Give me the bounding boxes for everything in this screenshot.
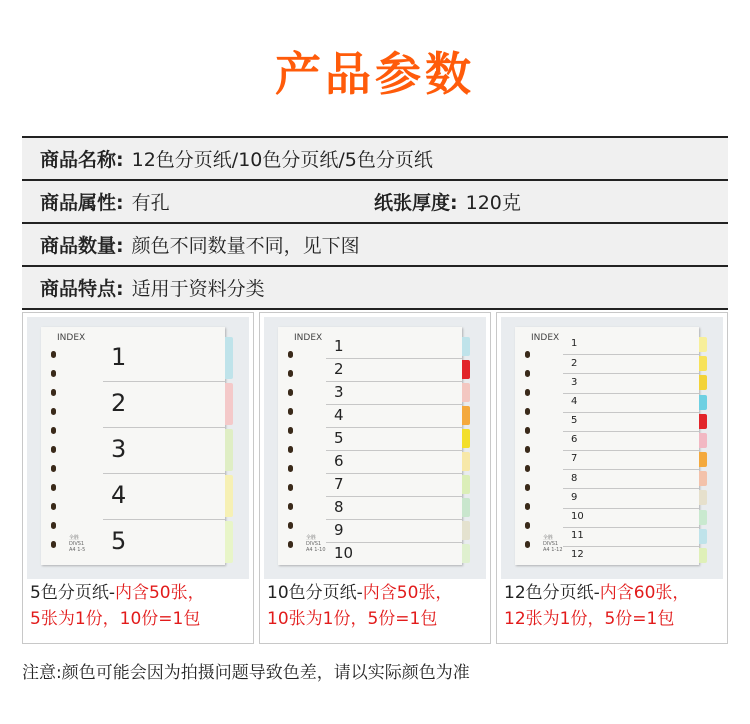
punch-hole xyxy=(525,465,530,472)
index-label: INDEX xyxy=(294,333,323,343)
color-tab xyxy=(699,433,707,448)
caption-pack: 12张为1份，5份=1包 xyxy=(504,609,675,629)
stamp-line: DIVS1 xyxy=(543,541,559,547)
tab-number: 11 xyxy=(571,530,584,542)
tab-row xyxy=(326,427,462,451)
color-tab xyxy=(699,414,707,429)
punch-hole xyxy=(288,484,293,491)
punch-hole xyxy=(51,484,56,491)
color-tab xyxy=(462,337,470,356)
stamp-line: 全胜 xyxy=(69,535,80,541)
tab-row xyxy=(326,335,462,358)
divider-sheet xyxy=(41,327,225,565)
spec-table xyxy=(22,136,728,310)
caption-pack: 10张为1份，5份=1包 xyxy=(267,609,438,629)
tab-number: 12 xyxy=(571,549,584,561)
punch-hole xyxy=(525,522,530,529)
tab-row xyxy=(326,381,462,405)
tab-row xyxy=(563,488,699,508)
punch-hole xyxy=(525,503,530,510)
tab-row xyxy=(326,450,462,474)
product-card-5 xyxy=(22,312,254,647)
tab-number: 8 xyxy=(334,498,344,517)
brand-stamp xyxy=(69,535,85,553)
index-label: INDEX xyxy=(531,333,560,343)
color-tab xyxy=(225,475,233,517)
punch-hole xyxy=(51,408,56,415)
punch-hole xyxy=(51,503,56,510)
tab-number: 4 xyxy=(334,406,344,425)
tab-number: 4 xyxy=(111,481,127,510)
tab-row xyxy=(326,358,462,382)
stamp-line: 全胜 xyxy=(543,535,554,541)
tab-number: 8 xyxy=(571,472,578,484)
spec-label: 商品特点: xyxy=(40,278,124,300)
tab-row xyxy=(326,404,462,428)
punch-hole xyxy=(525,370,530,377)
punch-hole xyxy=(288,389,293,396)
tab-number: 5 xyxy=(571,415,578,427)
punch-hole xyxy=(288,541,293,548)
tab-row xyxy=(563,393,699,413)
divider-sheet xyxy=(515,327,699,565)
color-tab xyxy=(225,429,233,471)
color-tab xyxy=(225,521,233,563)
tab-row xyxy=(326,519,462,543)
color-tab xyxy=(225,383,233,425)
color-tab xyxy=(699,490,707,505)
color-tab xyxy=(699,337,707,352)
tab-number: 5 xyxy=(111,527,127,556)
punch-hole xyxy=(288,370,293,377)
tab-number: 9 xyxy=(571,491,578,503)
caption-name: 12色分页纸- xyxy=(504,583,600,603)
spec-row-attr xyxy=(22,181,728,224)
tab-row xyxy=(563,469,699,489)
color-tab xyxy=(699,452,707,467)
color-tab xyxy=(462,360,470,379)
spec-value: 适用于资料分类 xyxy=(131,278,265,300)
color-tab xyxy=(462,498,470,517)
product-card-10 xyxy=(259,312,491,647)
stamp-line: 全胜 xyxy=(306,535,317,541)
spec-value: 120克 xyxy=(465,192,521,214)
color-disclaimer: 注意:颜色可能会因为拍摄问题导致色差，请以实际颜色为准 xyxy=(22,663,470,683)
caption-pack: 5张为1份，10份=1包 xyxy=(30,609,201,629)
punch-hole xyxy=(288,446,293,453)
stamp-line: A4 1-10 xyxy=(306,547,326,553)
tab-number: 2 xyxy=(334,360,344,379)
stamp-line: A4 1-5 xyxy=(69,547,86,553)
color-tab xyxy=(462,406,470,425)
color-tab xyxy=(462,475,470,494)
product-photo xyxy=(27,317,249,579)
product-caption xyxy=(267,580,489,632)
punch-hole xyxy=(288,427,293,434)
caption-count: 内含60张， xyxy=(599,583,690,603)
spec-thickness xyxy=(374,181,521,222)
spec-value: 有孔 xyxy=(131,192,170,214)
color-tab xyxy=(462,521,470,540)
spec-value: 颜色不同数量不同，见下图 xyxy=(131,235,360,257)
punch-hole xyxy=(288,522,293,529)
color-tab xyxy=(462,429,470,448)
spec-value: 12色分页纸/10色分页纸/5色分页纸 xyxy=(131,149,433,171)
spec-label: 商品名称: xyxy=(40,149,124,171)
stamp-line: DIVS1 xyxy=(69,541,85,547)
punch-hole xyxy=(288,465,293,472)
punch-hole xyxy=(525,351,530,358)
tab-row xyxy=(563,412,699,432)
punch-hole xyxy=(51,389,56,396)
punch-hole xyxy=(525,408,530,415)
index-label: INDEX xyxy=(57,333,86,343)
punch-hole xyxy=(51,522,56,529)
caption-name: 10色分页纸- xyxy=(267,583,363,603)
punch-hole xyxy=(51,351,56,358)
spec-label: 商品数量: xyxy=(40,235,124,257)
punch-hole xyxy=(51,427,56,434)
punch-hole xyxy=(525,541,530,548)
color-tab xyxy=(699,471,707,486)
punch-hole xyxy=(525,446,530,453)
tab-row xyxy=(563,450,699,470)
color-tab xyxy=(462,544,470,563)
brand-stamp xyxy=(306,535,326,553)
tab-row xyxy=(326,496,462,520)
tab-number: 2 xyxy=(111,389,127,418)
color-tab xyxy=(225,337,233,379)
tab-row xyxy=(563,335,699,354)
tab-number: 3 xyxy=(334,383,344,402)
spec-label: 纸张厚度: xyxy=(374,192,458,214)
tab-row xyxy=(563,431,699,451)
tab-row xyxy=(563,373,699,393)
punch-hole xyxy=(525,427,530,434)
punch-hole xyxy=(525,389,530,396)
tab-row xyxy=(326,473,462,497)
color-tab xyxy=(462,383,470,402)
punch-hole xyxy=(51,541,56,548)
punch-hole xyxy=(51,370,56,377)
caption-count: 内含50张， xyxy=(114,583,205,603)
product-gallery xyxy=(22,312,728,647)
product-card-12 xyxy=(496,312,728,647)
tab-row xyxy=(563,354,699,374)
tab-number: 10 xyxy=(334,544,354,563)
tab-number: 3 xyxy=(111,435,127,464)
color-tab xyxy=(699,375,707,390)
stamp-line: A4 1-12 xyxy=(543,547,563,553)
tab-number: 3 xyxy=(571,376,578,388)
tab-number: 6 xyxy=(571,434,578,446)
tab-number: 5 xyxy=(334,429,344,448)
punch-hole xyxy=(288,408,293,415)
caption-count: 内含50张， xyxy=(362,583,453,603)
product-caption xyxy=(504,580,726,632)
spec-row-qty xyxy=(22,224,728,267)
page-title: 产品参数 xyxy=(275,47,475,101)
tab-number: 2 xyxy=(571,357,578,369)
tab-number: 6 xyxy=(334,452,344,471)
tab-number: 1 xyxy=(334,337,344,356)
punch-hole xyxy=(288,351,293,358)
tab-number: 1 xyxy=(111,343,127,372)
color-tab xyxy=(462,452,470,471)
color-tab xyxy=(699,529,707,544)
tab-number: 4 xyxy=(571,395,578,407)
tab-number: 1 xyxy=(571,338,578,350)
brand-stamp xyxy=(543,535,563,553)
tab-number: 7 xyxy=(334,475,344,494)
product-photo xyxy=(501,317,723,579)
color-tab xyxy=(699,510,707,525)
punch-hole xyxy=(288,503,293,510)
spec-label: 商品属性: xyxy=(40,192,124,214)
spec-row-name xyxy=(22,138,728,181)
color-tab xyxy=(699,548,707,563)
stamp-line: DIVS1 xyxy=(306,541,322,547)
punch-hole xyxy=(525,484,530,491)
color-tab xyxy=(699,356,707,371)
tab-number: 7 xyxy=(571,453,578,465)
punch-hole xyxy=(51,465,56,472)
product-photo xyxy=(264,317,486,579)
tab-number: 9 xyxy=(334,521,344,540)
tab-number: 10 xyxy=(571,510,584,522)
caption-name: 5色分页纸- xyxy=(30,583,115,603)
punch-hole xyxy=(51,446,56,453)
color-tab xyxy=(699,395,707,410)
spec-row-feature xyxy=(22,267,728,310)
product-caption xyxy=(30,580,252,632)
divider-sheet xyxy=(278,327,462,565)
